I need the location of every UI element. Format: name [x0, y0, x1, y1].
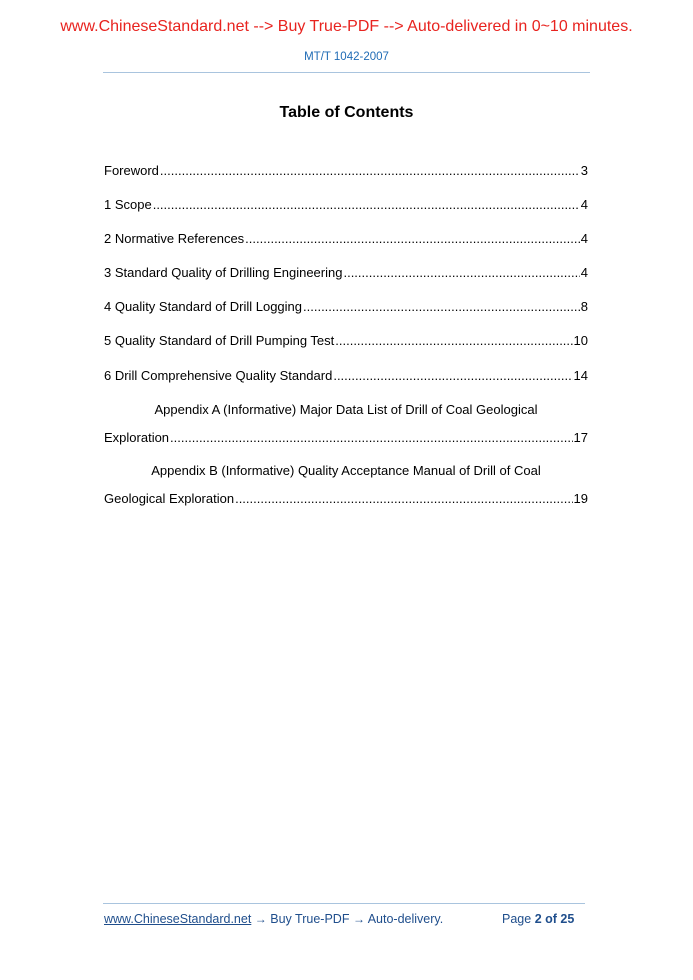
toc-leader-dots: [160, 162, 580, 180]
toc-entry-appendix-a[interactable]: [104, 429, 588, 447]
toc-entry-label: 5 Quality Standard of Drill Pumping Test: [104, 333, 335, 348]
toc-entry-page: 10: [573, 333, 588, 348]
toc-entry-label: 6 Drill Comprehensive Quality Standard: [104, 368, 333, 383]
toc-entry-page: 4: [580, 231, 588, 246]
footer-divider: [103, 903, 585, 904]
toc-title: Table of Contents: [279, 104, 414, 121]
footer-buy-text: Buy True-PDF: [266, 912, 353, 926]
toc-entry-label: Exploration: [104, 430, 170, 445]
toc-entry-page: 3: [580, 163, 588, 178]
toc-entry-label: 4 Quality Standard of Drill Logging: [104, 299, 303, 314]
toc-entry-page: 14: [573, 368, 588, 383]
toc-entry-drilling-engineering[interactable]: [104, 264, 588, 282]
footer-delivery-text: Auto-delivery.: [364, 912, 444, 926]
footer-site-link[interactable]: www.ChineseStandard.net: [104, 912, 252, 926]
toc-entry-page: 17: [573, 430, 588, 445]
page-prefix: Page: [502, 912, 532, 926]
toc-entry-label: Foreword: [104, 163, 159, 178]
toc-leader-dots: [153, 196, 580, 214]
toc-leader-dots: [170, 429, 572, 447]
page-indicator: [502, 912, 574, 926]
toc-leader-dots: [245, 230, 580, 248]
toc-entry-foreword[interactable]: [104, 162, 588, 180]
toc-entry-drill-logging[interactable]: [104, 298, 588, 316]
toc-entry-page: 19: [573, 491, 588, 506]
toc-entry-appendix-b[interactable]: [104, 490, 588, 508]
header-banner[interactable]: www.ChineseStandard.net --> Buy True-PDF --> Auto-delivered in 0~10 minutes.: [60, 18, 633, 35]
page-current: 2: [534, 912, 542, 926]
page-of: of: [545, 912, 557, 926]
arrow-right-icon: →: [254, 912, 267, 926]
arrow-right-icon: →: [352, 912, 365, 926]
toc-entry-label: 1 Scope: [104, 197, 152, 212]
toc-entry-label: 3 Standard Quality of Drilling Engineering: [104, 265, 343, 280]
header-divider: [103, 72, 590, 73]
page-total: 25: [560, 912, 575, 926]
toc-entry-comprehensive-quality[interactable]: [104, 367, 588, 385]
footer-promo: [104, 912, 443, 926]
toc-entry-appendix-b-title[interactable]: Appendix B (Informative) Quality Acceptance Manual of Drill of Coal: [151, 463, 541, 478]
toc-entry-pumping-test[interactable]: [104, 332, 588, 350]
toc-entry-normative-references[interactable]: [104, 230, 588, 248]
toc-leader-dots: [343, 264, 579, 282]
toc-leader-dots: [235, 490, 572, 508]
toc-leader-dots: [333, 367, 572, 385]
toc-leader-dots: [335, 332, 572, 350]
toc-entry-label: Geological Exploration: [104, 491, 235, 506]
toc-entry-page: 4: [580, 197, 588, 212]
toc-entry-page: 4: [580, 265, 588, 280]
standard-code: MT/T 1042-2007: [304, 51, 389, 63]
toc-entry-scope[interactable]: [104, 196, 588, 214]
toc-entry-page: 8: [580, 299, 588, 314]
toc-entry-appendix-a-title[interactable]: Appendix A (Informative) Major Data List of Drill of Coal Geological: [154, 402, 538, 417]
toc-leader-dots: [303, 298, 580, 316]
toc-entry-label: 2 Normative References: [104, 231, 245, 246]
